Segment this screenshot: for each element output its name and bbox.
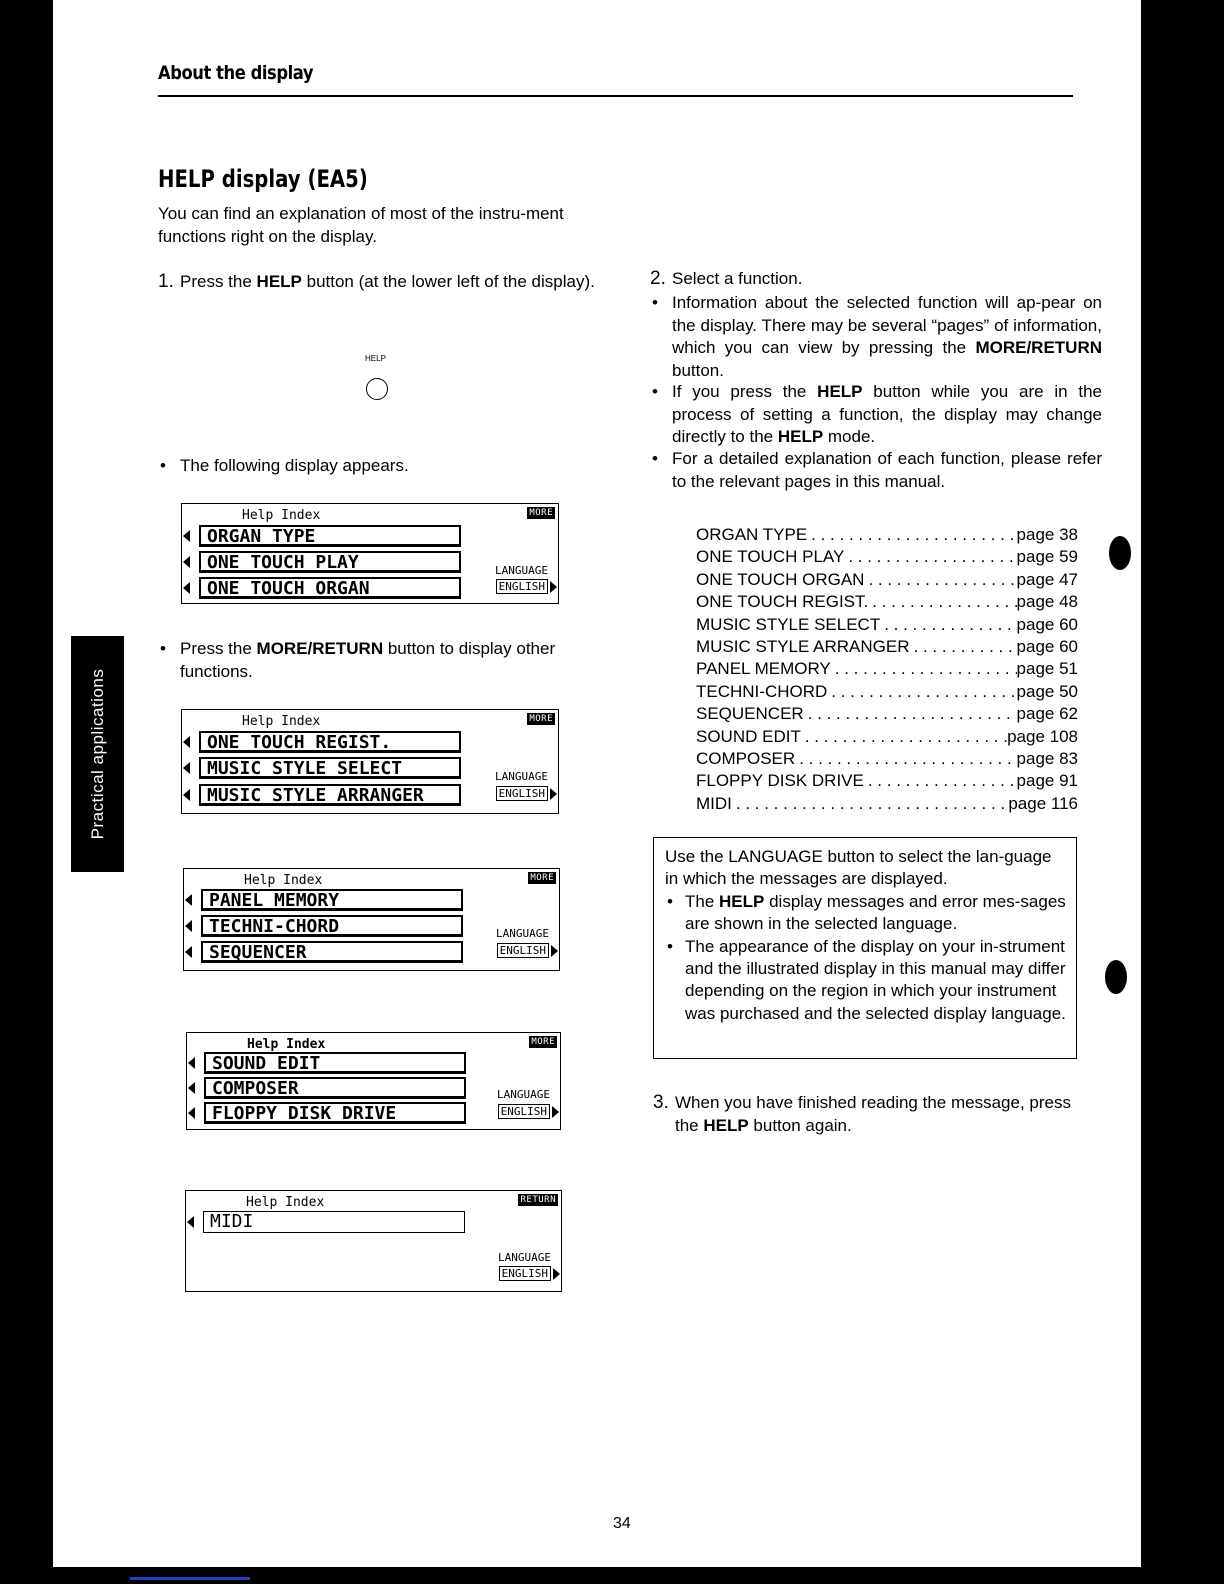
right-arrow-icon <box>551 945 558 957</box>
intro-text: You can find an explanation of most of the instru-ment functions right on the display. <box>158 204 564 246</box>
lcd-display <box>185 1190 562 1292</box>
lcd-mode-more: MORE <box>530 873 554 883</box>
side-tab <box>71 636 124 872</box>
lcd-language-label: LANGUAGE <box>498 1251 551 1264</box>
index-row <box>696 636 1078 658</box>
step-2-bullet: • For a detailed explanation of each function, please refer to the relevant pages in this manual. <box>650 448 1102 493</box>
lcd-item: COMPOSER <box>204 1077 466 1099</box>
lcd-item: SEQUENCER <box>201 941 463 963</box>
note-intro: Use the LANGUAGE button to select the lan-guage in which the messages are displayed. <box>665 847 1052 889</box>
binding-hole-mark <box>1109 536 1131 570</box>
index-row <box>696 726 1078 748</box>
index-function-name: SEQUENCER <box>696 704 804 724</box>
index-function-name: FLOPPY DISK DRIVE <box>696 771 864 791</box>
index-row <box>696 569 1078 591</box>
index-row <box>696 770 1078 792</box>
step-number: 2. <box>650 268 666 289</box>
index-leader-dots <box>795 748 1016 770</box>
index-function-name: SOUND EDIT <box>696 726 801 746</box>
scan-edge-shadow <box>1141 0 1161 1567</box>
lcd-title: Help Index <box>242 714 321 729</box>
lcd-title: Help Index <box>247 1037 326 1052</box>
index-row <box>696 681 1078 703</box>
lcd-item: ORGAN TYPE <box>199 525 461 547</box>
index-leader-dots <box>844 546 1016 568</box>
header-rule <box>158 95 1073 97</box>
lcd-item: FLOPPY DISK DRIVE <box>204 1102 466 1124</box>
lcd-language-label: LANGUAGE <box>495 564 548 577</box>
lcd-display <box>186 1032 561 1130</box>
index-page-ref: page 47 <box>1016 569 1078 589</box>
left-arrow-icon <box>183 789 190 801</box>
lcd-mode-more: MORE <box>531 1037 555 1047</box>
step-text: Press the HELP button (at the lower left of the display). <box>180 272 595 291</box>
index-leader-dots <box>801 726 1007 748</box>
index-page-ref: page 62 <box>1016 704 1078 724</box>
index-row <box>696 591 1078 613</box>
lcd-language-label: LANGUAGE <box>495 770 548 783</box>
index-row <box>696 793 1078 815</box>
lcd-item: MUSIC STYLE SELECT <box>199 757 461 779</box>
lcd-mode-more: MORE <box>529 508 553 518</box>
section-title: HELP display (EA5) <box>158 165 368 193</box>
lcd-item: ONE TOUCH REGIST. <box>199 731 461 753</box>
index-leader-dots <box>827 681 1016 703</box>
language-note-box <box>653 837 1077 1059</box>
bullet-more-return: • Press the MORE/RETURN button to display other functions. <box>158 638 610 683</box>
step-number: 3. <box>653 1092 669 1113</box>
lcd-display <box>183 868 560 971</box>
index-page-ref: page 108 <box>1007 726 1078 746</box>
lcd-item: TECHNI-CHORD <box>201 915 463 937</box>
left-arrow-icon <box>185 946 192 958</box>
left-arrow-icon <box>183 762 190 774</box>
lcd-language-value: ENGLISH <box>499 1266 551 1281</box>
index-leader-dots <box>880 614 1016 636</box>
side-tab-label: Practical applications <box>87 668 107 840</box>
lcd-language-value: ENGLISH <box>496 579 548 594</box>
step-text: Select a function. <box>672 269 803 288</box>
lcd-title: Help Index <box>246 1195 325 1210</box>
index-page-ref: page 48 <box>1016 592 1078 612</box>
index-row <box>696 658 1078 680</box>
help-button-icon <box>366 378 388 400</box>
bullet-following: • The following display appears. <box>158 455 610 478</box>
left-arrow-icon <box>183 582 190 594</box>
index-function-name: MUSIC STYLE ARRANGER <box>696 636 910 656</box>
index-function-name: ONE TOUCH PLAY <box>696 547 845 567</box>
left-arrow-icon <box>185 920 192 932</box>
help-button-label: HELP <box>365 354 386 363</box>
right-arrow-icon <box>552 1106 559 1118</box>
index-leader-dots <box>804 703 1017 725</box>
index-page-ref: page 51 <box>1016 659 1078 679</box>
lcd-display <box>181 503 559 604</box>
left-arrow-icon <box>185 894 192 906</box>
left-arrow-icon <box>188 1082 195 1094</box>
function-page-index <box>696 524 1078 815</box>
page-number: 34 <box>613 1515 631 1532</box>
binding-hole-mark <box>1105 960 1127 994</box>
left-arrow-icon <box>183 530 190 542</box>
index-page-ref: page 38 <box>1016 525 1078 544</box>
manual-page <box>53 0 1161 1567</box>
index-row <box>696 524 1078 546</box>
note-bullet: • The HELP display messages and error mes-sages are shown in the selected language. <box>665 891 1066 936</box>
lcd-language-value: ENGLISH <box>496 786 548 801</box>
note-bullet: • The appearance of the display on your in-strument and the illustrated display in this manual may differ depending on the region in which your instrument was purchased and the selected display language. <box>665 936 1066 1026</box>
index-page-ref: page 60 <box>1016 614 1078 634</box>
index-leader-dots <box>732 793 1008 815</box>
index-row <box>696 546 1078 568</box>
step-number: 1. <box>158 271 174 292</box>
index-leader-dots <box>831 658 1017 680</box>
index-function-name: ORGAN TYPE <box>696 525 808 544</box>
index-page-ref: page 83 <box>1016 748 1078 768</box>
step-3 <box>653 1092 1083 1137</box>
index-leader-dots <box>864 770 1017 792</box>
lcd-display <box>181 709 559 814</box>
step-1 <box>158 271 598 294</box>
index-function-name: MUSIC STYLE SELECT <box>696 614 881 634</box>
index-page-ref: page 59 <box>1016 547 1078 567</box>
lcd-item: MIDI <box>203 1211 465 1233</box>
lcd-language-value: ENGLISH <box>497 943 549 958</box>
index-leader-dots <box>910 636 1017 658</box>
left-arrow-icon <box>183 736 190 748</box>
lcd-language-label: LANGUAGE <box>496 927 549 940</box>
left-arrow-icon <box>183 556 190 568</box>
step-text: When you have finished reading the message, press the HELP button again. <box>675 1093 1071 1135</box>
index-leader-dots <box>807 524 1016 546</box>
index-function-name: MIDI <box>696 793 732 813</box>
lcd-item: ONE TOUCH PLAY <box>199 551 461 573</box>
index-function-name: COMPOSER <box>696 748 796 768</box>
scan-edge-line <box>130 1577 250 1580</box>
index-function-name: TECHNI-CHORD <box>696 681 828 701</box>
index-function-name: ONE TOUCH REGIST. <box>696 592 869 612</box>
lcd-language-value: ENGLISH <box>498 1104 550 1119</box>
left-arrow-icon <box>188 1057 195 1069</box>
index-leader-dots <box>868 591 1016 613</box>
lcd-mode-return: RETURN <box>520 1195 556 1205</box>
index-function-name: ONE TOUCH ORGAN <box>696 569 865 589</box>
lcd-item: PANEL MEMORY <box>201 889 463 911</box>
left-arrow-icon <box>187 1216 194 1228</box>
right-arrow-icon <box>553 1268 560 1280</box>
index-function-name: PANEL MEMORY <box>696 659 831 679</box>
index-row <box>696 703 1078 725</box>
lcd-title: Help Index <box>242 508 321 523</box>
left-arrow-icon <box>188 1107 195 1119</box>
lcd-mode-more: MORE <box>529 714 553 724</box>
step-2-bullet: • Information about the selected function will ap-pear on the display. There may be several “pages” of information, which you can view by pressing the MORE/RETURN button. <box>650 292 1102 382</box>
index-row <box>696 748 1078 770</box>
index-page-ref: page 116 <box>1008 793 1078 813</box>
step-2 <box>650 268 1080 291</box>
index-row <box>696 614 1078 636</box>
lcd-item: MUSIC STYLE ARRANGER <box>199 784 461 806</box>
step-2-bullet: • If you press the HELP button while you are in the process of setting a function, the display may change directly to the HELP mode. <box>650 381 1102 449</box>
index-page-ref: page 60 <box>1016 636 1078 656</box>
right-arrow-icon <box>550 581 557 593</box>
header-title: About the display <box>158 62 314 84</box>
lcd-item: ONE TOUCH ORGAN <box>199 577 461 599</box>
index-page-ref: page 50 <box>1016 681 1078 701</box>
lcd-title: Help Index <box>244 873 323 888</box>
lcd-language-label: LANGUAGE <box>497 1088 550 1101</box>
right-arrow-icon <box>550 788 557 800</box>
index-page-ref: page 91 <box>1016 771 1078 791</box>
index-leader-dots <box>864 569 1016 591</box>
lcd-item: SOUND EDIT <box>204 1052 466 1074</box>
